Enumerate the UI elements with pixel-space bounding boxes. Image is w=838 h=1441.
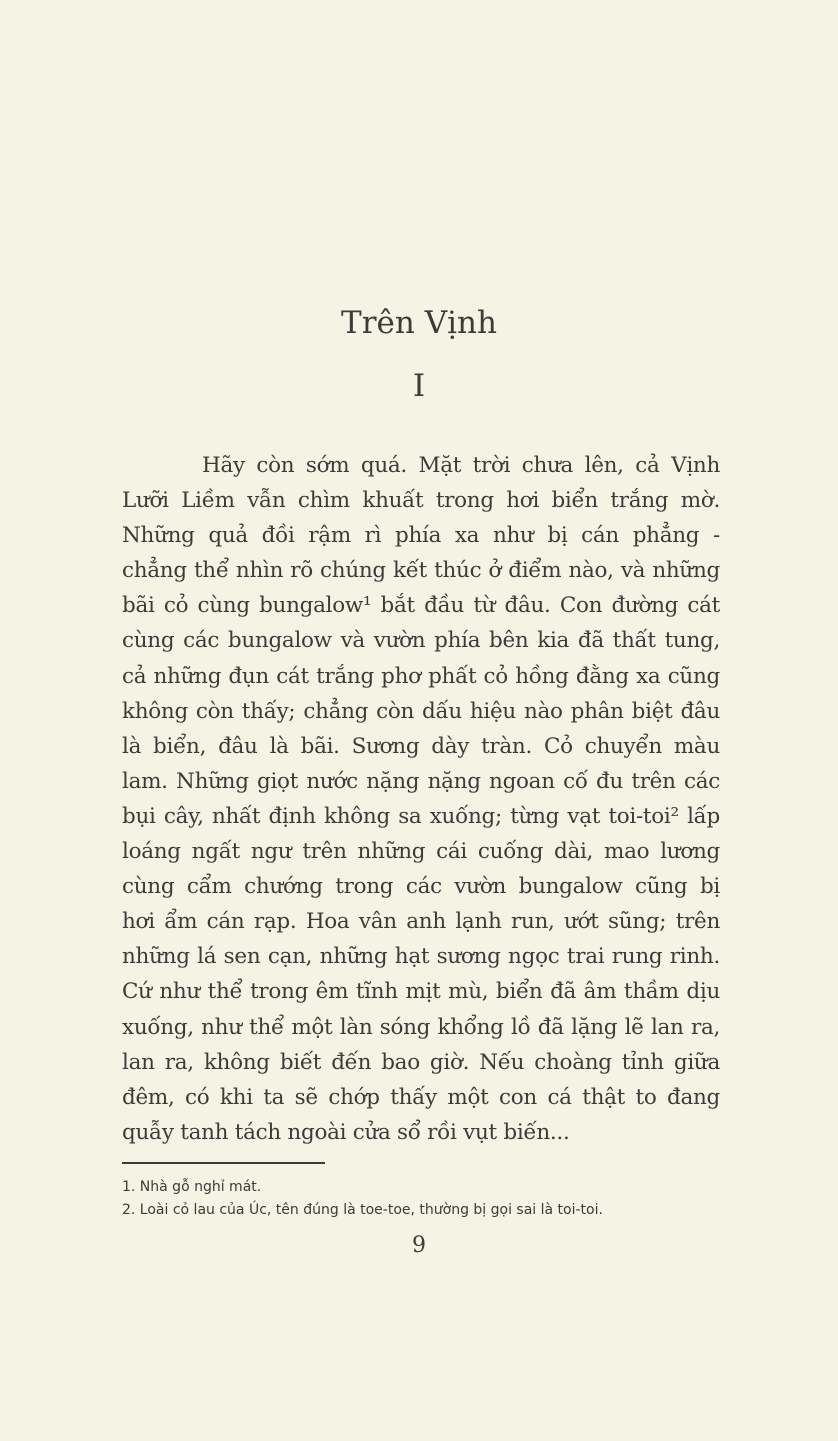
body-line: hơi ẩm cán rạp. Hoa vân anh lạnh run, ướt sũng; trên bbox=[122, 909, 720, 935]
body-line: xuống, như thể một làn sóng khổng lồ đã lặng lẽ lan ra, bbox=[122, 1014, 720, 1040]
body-line: đêm, có khi ta sẽ chớp thấy một con cá thật to đang bbox=[122, 1084, 720, 1110]
body-line: không còn thấy; chẳng còn dấu hiệu nào phân biệt đâu bbox=[122, 698, 720, 724]
body-line: lan ra, không biết đến bao giờ. Nếu choàng tỉnh giữa bbox=[122, 1049, 720, 1075]
body-line: Cứ như thể trong êm tĩnh mịt mù, biển đã âm thầm dịu bbox=[122, 979, 720, 1005]
body-line: loáng ngất ngư trên những cái cuống dài, mao lương bbox=[122, 839, 720, 865]
body-line: Hãy còn sớm quá. Mặt trời chưa lên, cả Vịnh bbox=[202, 453, 720, 478]
body-line: bãi cỏ cùng bungalow¹ bắt đầu từ đâu. Con đường cát bbox=[122, 593, 720, 619]
footnote: 1. Nhà gỗ nghỉ mát. bbox=[122, 1179, 262, 1195]
body-line: cùng các bungalow và vườn phía bên kia đã thất tung, bbox=[122, 628, 720, 654]
page-number: 9 bbox=[412, 1233, 426, 1258]
body-line: chẳng thể nhìn rõ chúng kết thúc ở điểm nào, và những bbox=[122, 558, 720, 584]
body-line: những lá sen cạn, những hạt sương ngọc trai rung rinh. bbox=[122, 944, 720, 970]
footnotes bbox=[122, 1176, 603, 1222]
body-line: Lưỡi Liềm vẫn chìm khuất trong hơi biển trắng mờ. bbox=[122, 488, 720, 514]
body-line: là biển, đâu là bãi. Sương dày tràn. Cỏ chuyển màu bbox=[122, 733, 720, 759]
body-line: cả những đụn cát trắng phơ phất cỏ hồng đằng xa cũng bbox=[122, 663, 720, 689]
footnote-divider bbox=[122, 1162, 325, 1164]
body-line: cùng cẩm chướng trong các vườn bungalow cũng bị bbox=[122, 874, 720, 900]
footnote: 2. Loài cỏ lau của Úc, tên đúng là toe-toe, thường bị gọi sai là toi-toi. bbox=[122, 1202, 603, 1218]
body-line: Những quả đồi rậm rì phía xa như bị cán phẳng - bbox=[122, 523, 720, 549]
chapter-title: Trên Vịnh bbox=[341, 305, 497, 341]
body-line: lam. Những giọt nước nặng nặng ngoan cố đu trên các bbox=[122, 768, 720, 794]
body-line: quẫy tanh tách ngoài cửa sổ rồi vụt biến... bbox=[122, 1119, 570, 1145]
body-text bbox=[122, 448, 720, 1150]
section-number: I bbox=[412, 368, 426, 404]
body-line: bụi cây, nhất định không sa xuống; từng vạt toi-toi² lấp bbox=[122, 803, 720, 829]
